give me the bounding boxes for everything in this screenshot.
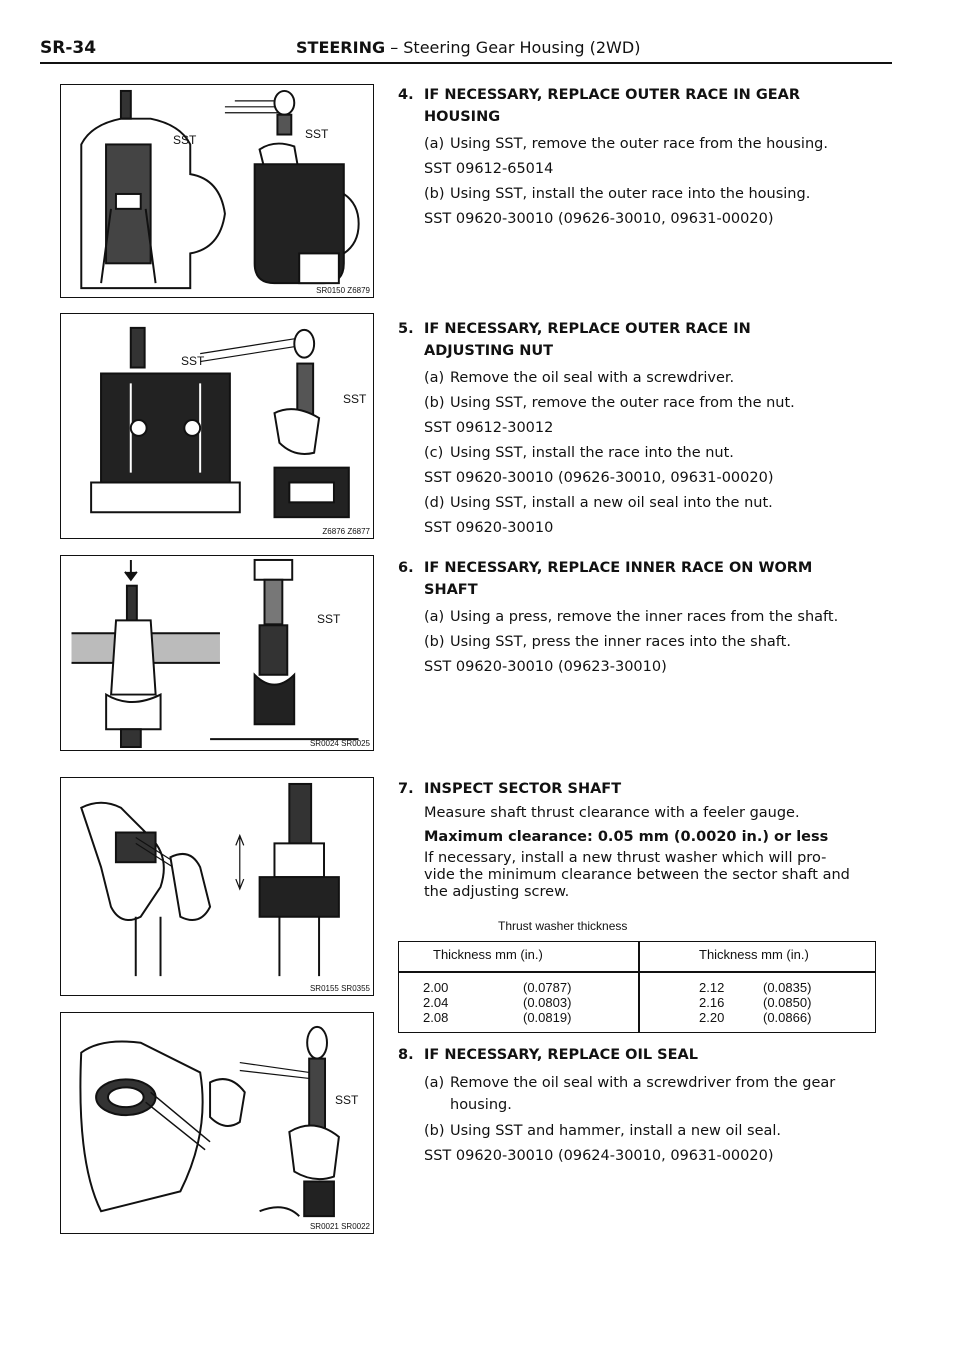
- table-cell: (0.0866): [763, 1010, 812, 1025]
- step-8: [398, 1044, 898, 1167]
- step-5-d-sst: SST 09620-30010: [424, 520, 554, 536]
- table-cell: (0.0835): [763, 980, 812, 995]
- table-caption: Thrust washer thickness: [498, 919, 628, 933]
- figure-5-code: SR0021 SR0022: [309, 1222, 370, 1231]
- step-8-number: 8.: [398, 1047, 414, 1063]
- step-8-b-sst: SST 09620-30010 (09624-30010, 09631-00020): [424, 1148, 774, 1164]
- step-7-heading: [398, 778, 898, 800]
- step-7-instruction: If necessary, install a new thrust washer which will pro- vide the minimum clearance between the sector shaft and the adjusting screw.: [424, 850, 850, 900]
- step-8-b: (b) Using SST and hammer, install a new oil seal.: [424, 1123, 782, 1139]
- figure-outer-race-housing: [60, 84, 374, 298]
- step-6-title-line-1: IF NECESSARY, REPLACE INNER RACE ON WORM: [424, 560, 813, 576]
- table-cell: (0.0850): [763, 995, 812, 1010]
- thrust-washer-table: [398, 941, 876, 1033]
- table-cell: (0.0803): [523, 995, 572, 1010]
- step-5-title-line-2: ADJUSTING NUT: [424, 343, 554, 359]
- step-7: [398, 778, 898, 901]
- table-cell: 2.16: [699, 995, 725, 1010]
- figure-1-code: SR0150 Z6879: [316, 286, 370, 295]
- table-cell: (0.0819): [523, 1010, 572, 1025]
- table-cell: 2.12: [699, 980, 725, 995]
- step-6-a: (a) Using a press, remove the inner races from the shaft.: [424, 609, 839, 625]
- step-6-number: 6.: [398, 560, 414, 576]
- page-header: [40, 38, 890, 64]
- step-4-title-line-2: HOUSING: [424, 109, 501, 125]
- step-5-title-line-1: IF NECESSARY, REPLACE OUTER RACE IN: [424, 321, 751, 337]
- step-4-a: (a) Using SST, remove the outer race from the housing.: [424, 136, 828, 152]
- step-5-number: 5.: [398, 321, 414, 337]
- table-cell: 2.00: [423, 980, 449, 995]
- step-7-number: 7.: [398, 781, 414, 797]
- figure-outer-race-nut: [60, 313, 374, 539]
- figure-2-code: Z6876 Z6877: [322, 527, 370, 536]
- step-7-measure: Measure shaft thrust clearance with a feeler gauge.: [424, 805, 800, 821]
- table-header-divider: [399, 971, 875, 973]
- step-8-title: IF NECESSARY, REPLACE OIL SEAL: [424, 1047, 698, 1063]
- table-header-left: Thickness mm (in.): [433, 947, 543, 962]
- step-6-b-sst: SST 09620-30010 (09623-30010): [424, 659, 667, 675]
- table-cell: 2.04: [423, 995, 449, 1010]
- figure-4-illustration: [61, 778, 373, 995]
- step-7-title: INSPECT SECTOR SHAFT: [424, 781, 622, 797]
- step-4-title-line-1: IF NECESSARY, REPLACE OUTER RACE IN GEAR: [424, 87, 801, 103]
- step-4-b-sst: SST 09620-30010 (09626-30010, 09631-00020): [424, 211, 774, 227]
- step-4-a-sst: SST 09612-65014: [424, 161, 554, 177]
- figure-3-label-sst: SST: [317, 612, 341, 626]
- step-5: [398, 318, 898, 539]
- figure-5-illustration: [61, 1013, 373, 1233]
- figure-3-code: SR0024 SR0025: [309, 739, 370, 748]
- section-name: STEERING: [296, 38, 386, 57]
- figure-1-label-sst-right: SST: [305, 127, 329, 141]
- step-5-d: (d) Using SST, install a new oil seal into the nut.: [424, 495, 773, 511]
- section-subtitle: – Steering Gear Housing (2WD): [390, 38, 641, 57]
- step-5-b-sst: SST 09612-30012: [424, 420, 554, 436]
- figure-3-illustration: [61, 556, 373, 750]
- step-8-a: (a) Remove the oil seal with a screwdriver from the gear housing.: [424, 1075, 836, 1113]
- step-5-a: (a) Remove the oil seal with a screwdriver.: [424, 370, 735, 386]
- step-6-title-line-2: SHAFT: [424, 582, 478, 598]
- step-6: [398, 557, 898, 678]
- step-6-heading: [398, 557, 898, 601]
- step-7-max-clearance: Maximum clearance: 0.05 mm (0.0020 in.) or less: [424, 829, 829, 845]
- step-6-b: (b) Using SST, press the inner races into the shaft.: [424, 634, 791, 650]
- figure-oil-seal: [60, 1012, 374, 1234]
- step-4: [398, 84, 898, 230]
- figure-2-label-sst-left: SST: [181, 354, 205, 368]
- figure-4-code: SR0155 SR0355: [309, 984, 370, 993]
- header-rule: [40, 62, 892, 64]
- step-8-heading: [398, 1044, 898, 1066]
- step-5-b: (b) Using SST, remove the outer race from the nut.: [424, 395, 795, 411]
- figure-1-illustration: [61, 85, 373, 297]
- table-cell: (0.0787): [523, 980, 572, 995]
- step-4-heading: [398, 84, 898, 128]
- figure-1-label-sst-left: SST: [173, 133, 197, 147]
- step-4-number: 4.: [398, 87, 414, 103]
- step-5-c-sst: SST 09620-30010 (09626-30010, 09631-00020): [424, 470, 774, 486]
- page-number: SR-34: [40, 38, 97, 58]
- figure-inner-race-shaft: [60, 555, 374, 751]
- step-5-c: (c) Using SST, install the race into the nut.: [424, 445, 734, 461]
- figure-2-label-sst-right: SST: [343, 392, 367, 406]
- step-4-b: (b) Using SST, install the outer race into the housing.: [424, 186, 811, 202]
- table-column-divider: [638, 942, 640, 1032]
- step-5-heading: [398, 318, 898, 362]
- table-header-right: Thickness mm (in.): [699, 947, 809, 962]
- figure-sector-shaft: [60, 777, 374, 996]
- table-cell: 2.20: [699, 1010, 725, 1025]
- figure-2-illustration: [61, 314, 373, 538]
- header-title: [296, 38, 640, 57]
- table-cell: 2.08: [423, 1010, 449, 1025]
- figure-5-label-sst: SST: [335, 1093, 359, 1107]
